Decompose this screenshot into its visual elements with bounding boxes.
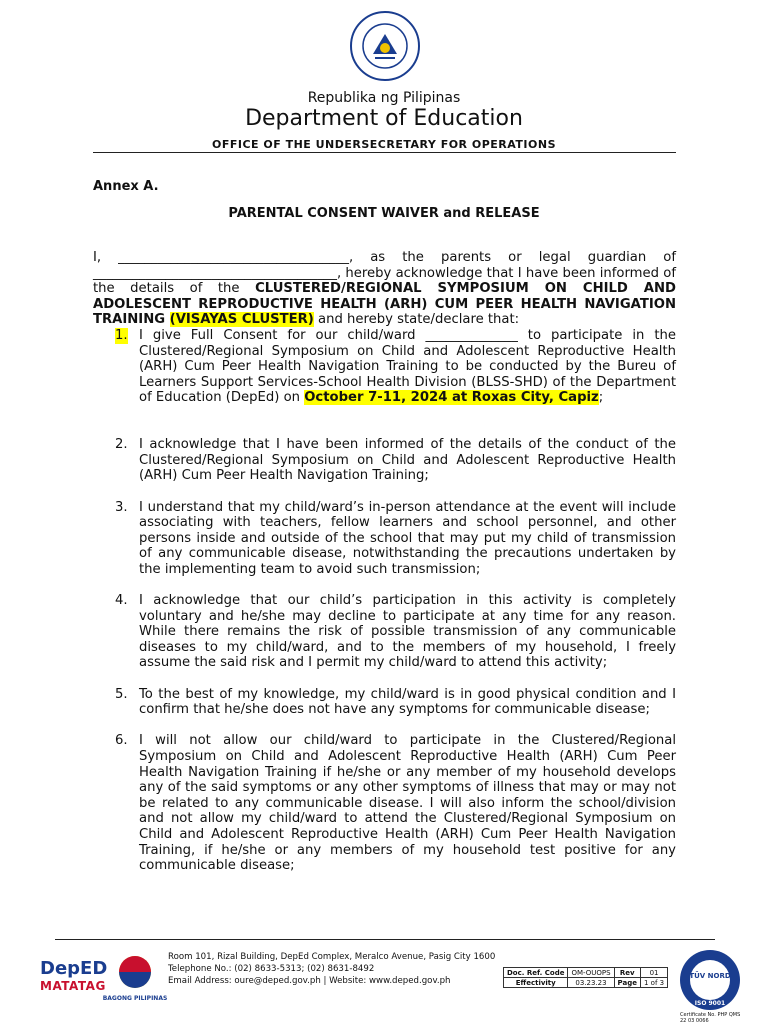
parent-name-blank: ___________________________________ — [118, 250, 349, 265]
header-divider — [93, 152, 676, 153]
item-text: I will not allow our child/ward to participate in the Clustered/Regional Symposium on Child and Adolescent Reproductive Health (ARH) Cum Peer Health Navigation Training if he/she or any member of my household develops any of the said symptoms or any other symptoms of illness that may or may not be related to any communicable disease. I will also inform the school/division and not allow my child/ward to attend the Clustered/Regional Symposium on Child and Adolescent Reproductive Health (ARH) Cum Peer Health Navigation Training, if he/she or any members of my household test positive for any communicable disease; — [139, 733, 676, 874]
doc-ref-label: Doc. Ref. Code — [504, 968, 568, 978]
list-item — [93, 593, 676, 671]
iso-text: ISO 9001 — [694, 1000, 726, 1007]
event-name: CLUSTERED/REGIONAL SYMPOSIUM ON CHILD AND ADOLESCENT REPRODUCTIVE HEALTH (ARH) CUM PEER HEALTH NAVIGATION TRAINING — [93, 281, 676, 328]
intro-text-2: , hereby acknowledge that I have been informed of the details of the — [93, 265, 676, 297]
certificate-number — [680, 1012, 740, 1024]
bagong-pilipinas-logo — [102, 950, 168, 1005]
item-number: 4. — [115, 593, 128, 609]
list-item — [93, 733, 676, 873]
bagong-pilipinas-text: BAGONG PILIPINAS — [102, 995, 168, 1002]
footer-address: Room 101, Rizal Building, DepEd Complex, Meralco Avenue, Pasig City 1600 — [168, 952, 496, 962]
republic-heading: Republika ng Pilipinas — [307, 90, 461, 106]
deped-matatag-logo — [40, 958, 108, 993]
page-label: Page — [614, 978, 640, 988]
footer-contact — [168, 951, 495, 987]
item-number: 3. — [115, 499, 128, 515]
item-text-end: ; — [598, 390, 604, 406]
consent-body — [93, 250, 676, 874]
list-item — [93, 500, 676, 578]
effectivity-label: Effectivity — [504, 978, 568, 988]
certificate-line-1: Certificate No. PHP QMS — [680, 1012, 741, 1018]
list-item — [93, 437, 676, 484]
annex-label: Annex A. — [93, 179, 159, 194]
office-heading: OFFICE OF THE UNDERSECRETARY FOR OPERATIONS — [211, 138, 556, 151]
document-control-table — [503, 967, 668, 988]
footer-email: Email Address: oure@deped.gov.ph | Website: www.deped.gov.ph — [168, 976, 451, 986]
intro-i: I, — [93, 250, 119, 265]
document-title: PARENTAL CONSENT WAIVER and RELEASE — [228, 206, 540, 221]
intro-text-1: , as the parents or legal guardian of — [348, 250, 676, 265]
deped-seal-logo — [349, 10, 421, 82]
item-text: To the best of my knowledge, my child/ward is in good physical condition and I confirm that he/she does not have any symptoms for communicable disease; — [139, 686, 676, 718]
intro-paragraph — [93, 250, 676, 328]
certificate-line-2: 22 03 0066 — [680, 1018, 709, 1024]
child-name-blank: _____________________________________ — [93, 265, 337, 281]
cluster-highlight: (VISAYAS CLUSTER) — [169, 312, 314, 328]
item-text: I understand that my child/ward’s in-person attendance at the event will include associating with teachers, fellow learners and school personnel, and other persons inside and outside of the school that may put my child of transmission of any communicable disease, notwithstanding the precautions undertaken by the implementing team to avoid such transmission; — [139, 499, 676, 577]
page-value: 1 of 3 — [640, 978, 667, 988]
intro-text-3: and hereby state/declare that: — [313, 312, 520, 328]
item-number: 6. — [115, 733, 128, 749]
rev-label: Rev — [614, 968, 640, 978]
deped-logo-text: DepED — [40, 958, 108, 979]
footer-divider — [55, 939, 715, 940]
list-item — [93, 328, 676, 422]
item-number: 5. — [115, 686, 128, 702]
item-text: I acknowledge that I have been informed of the details of the conduct of the Clustered/Regional Symposium on Child and Adolescent Reproductive Health (ARH) Cum Peer Health Navigation Training; — [139, 437, 676, 484]
item-number: 2. — [115, 437, 128, 453]
matatag-logo-text: MATATAG — [40, 979, 106, 993]
tuv-text: TÜV NORD — [689, 972, 731, 980]
department-heading: Department of Education — [245, 106, 523, 131]
doc-ref-value: OM-OUOPS — [568, 968, 614, 978]
list-item — [93, 687, 676, 718]
tuv-iso-certification-logo — [674, 948, 746, 1012]
effectivity-value: 03.23.23 — [568, 978, 614, 988]
event-date-highlight: October 7-11, 2024 at Roxas City, Capiz — [304, 390, 599, 406]
item-number: 1. — [115, 327, 128, 343]
rev-value: 01 — [640, 968, 667, 978]
declaration-list — [93, 328, 676, 874]
footer-telephone: Telephone No.: (02) 8633-5313; (02) 8631-8492 — [168, 964, 375, 974]
item-text: I give Full Consent for our child/ward ______________ to participate in the Clustered/Regional Symposium on Child and Adolescent Reproductive Health (ARH) Cum Peer Health Navigation Training to be conducted by the Bureu of Learners Support Services-School Health Division (BLSS-SHD) of the Department of Education (DepEd) on — [139, 327, 676, 406]
item-text: I acknowledge that our child’s participation in this activity is completely voluntary and he/she may decline to participate at any time for any reason. While there remains the risk of possible transmission of any communicable diseases to my child/ward, and to the members of my household, I freely assume the said risk and I permit my child/ward to attend this activity; — [139, 593, 676, 671]
